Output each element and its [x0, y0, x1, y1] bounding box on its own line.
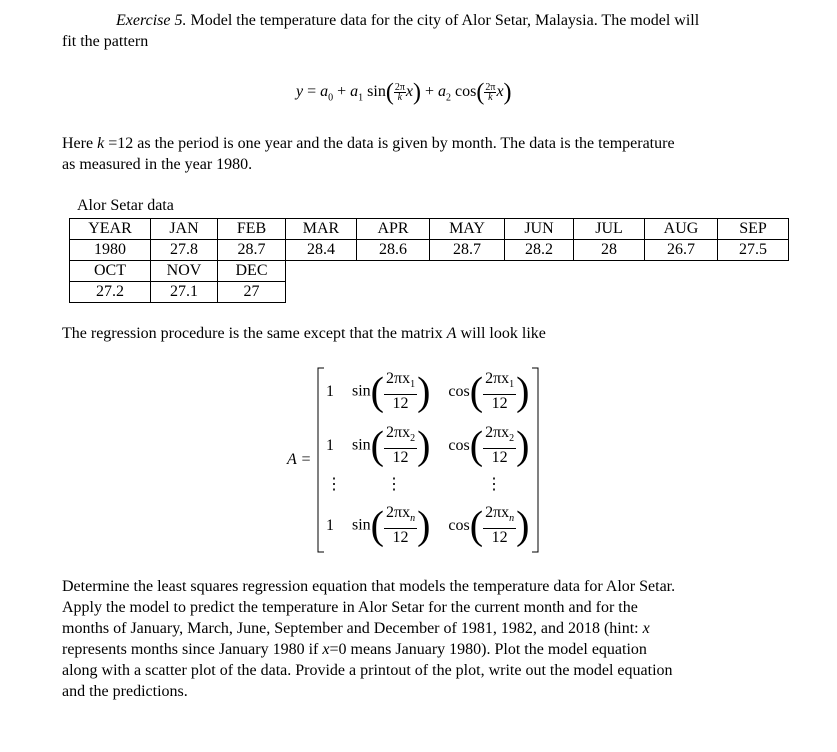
cell-value: 1980 [70, 240, 151, 261]
cell-header: DEC [218, 261, 286, 282]
cell-value: 26.7 [645, 240, 718, 261]
period-line-2: as measured in the year 1980. [62, 156, 253, 173]
cell-header: FEB [218, 219, 286, 240]
cell-header: JUL [574, 219, 645, 240]
cell-header: NOV [151, 261, 218, 282]
intro-line-1 [116, 12, 699, 30]
cell-header: APR [357, 219, 430, 240]
cell-value: 27.5 [718, 240, 789, 261]
table-row-values-1 [70, 240, 789, 261]
intro-line-2: fit the pattern [62, 33, 149, 50]
cell-header: JUN [505, 219, 574, 240]
cell-value: 27.2 [70, 282, 151, 303]
instructions-line-6: and the predictions. [62, 683, 188, 700]
cell-header: SEP [718, 219, 789, 240]
table-row-values-2 [70, 282, 789, 303]
cell-value: 27.8 [151, 240, 218, 261]
cell-value: 28.6 [357, 240, 430, 261]
table-caption: Alor Setar data [77, 197, 174, 214]
cell-header: JAN [151, 219, 218, 240]
cell-value: 28.7 [430, 240, 505, 261]
matrix-intro: The regression procedure is the same except that the matrix A will look like [62, 325, 546, 342]
instructions-line-1: Determine the least squares regression equation that models the temperature data for Alor Setar. [62, 578, 676, 595]
period-line-1: Here k =12 as the period is one year and the data is given by month. The data is the temperature [62, 135, 675, 152]
cell-header: OCT [70, 261, 151, 282]
matrix-row-2: 1 sin( $\frac{2\pi x_2}{12}$) cos( $\frac{2\pi x_2}{12}$) [326, 422, 530, 468]
matrix-bracket-left [316, 367, 326, 553]
instructions-line-4: represents months since January 1980 if x=0 means January 1980). Plot the model equation [62, 641, 647, 658]
table-row-header-2 [70, 261, 789, 282]
cell-header: YEAR [70, 219, 151, 240]
matrix-row-1: 1 sin( $\frac{2\pi x_1}{12}$) cos( $\frac{2\pi x_1}{12}$) [326, 368, 530, 414]
cell-value: 28.7 [218, 240, 286, 261]
cell-value: 28 [574, 240, 645, 261]
cell-value: 27.1 [151, 282, 218, 303]
cell-value: 28.2 [505, 240, 574, 261]
matrix-row-dots: ⋮ ⋮ ⋮ [326, 476, 502, 493]
cell-header: AUG [645, 219, 718, 240]
instructions-line-2: Apply the model to predict the temperature in Alor Setar for the current month and for the [62, 599, 638, 616]
cell-value: 28.4 [286, 240, 357, 261]
matrix-bracket-right [531, 367, 541, 553]
table-row-header-1 [70, 219, 789, 240]
matrix-row-n: 1 sin( $2\pi x_n$ 12 ) cos( $2\pi x_n$ 12 ) [326, 502, 530, 548]
intro-text: Model the temperature data for the city of Alor Setar, Malaysia. The model will [186, 12, 700, 29]
exercise-label: Exercise 5. [116, 12, 187, 29]
model-equation: $y = a_0 + a_1$ sin( $\frac{2\pi}{k}$ $x) + a_2$ cos( $\frac{2\pi}{k}$ x) [296, 79, 512, 106]
instructions-line-3: months of January, March, June, September and December of 1981, 1982, and 2018 (hint: x [62, 620, 650, 637]
matrix-label: A = [287, 451, 312, 468]
cell-value: 27 [218, 282, 286, 303]
instructions-line-5: along with a scatter plot of the data. Provide a printout of the plot, write out the model equation [62, 662, 673, 679]
cell-header: MAY [430, 219, 505, 240]
temperature-table [69, 218, 789, 303]
cell-header: MAR [286, 219, 357, 240]
